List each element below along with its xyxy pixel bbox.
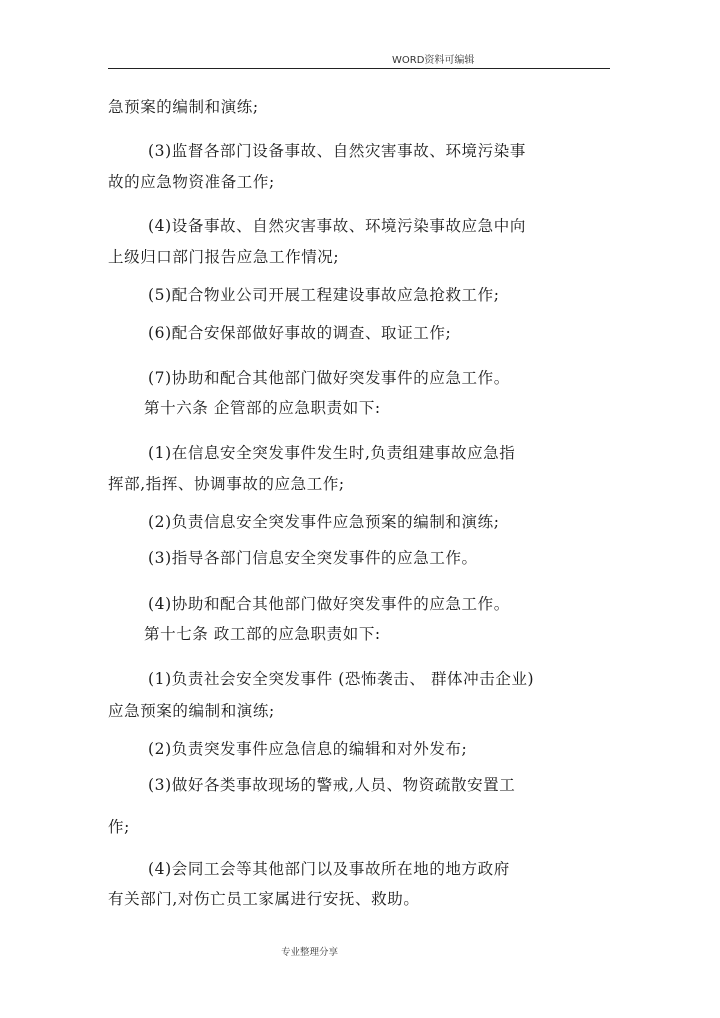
header-label: WORD资料可编辑	[392, 55, 475, 66]
body-line: (3)指导各部门信息安全突发事件的应急工作。	[148, 549, 478, 567]
body-line: (2)负责突发事件应急信息的编辑和对外发布;	[148, 740, 468, 758]
body-line: 故的应急物资准备工作;	[108, 173, 275, 191]
body-line: (6)配合安保部做好事故的调查、取证工作;	[148, 324, 452, 342]
body-line: (4)会同工会等其他部门以及事故所在地的地方政府	[148, 860, 510, 878]
body-line: (1)负责社会安全突发事件 (恐怖袭击、 群体冲击企业)	[148, 670, 535, 688]
body-line: (5)配合物业公司开展工程建设事故应急抢救工作;	[148, 286, 500, 304]
body-line: (4)协助和配合其他部门做好突发事件的应急工作。	[148, 595, 510, 613]
body-line: 上级归口部门报告应急工作情况;	[108, 248, 340, 266]
section-heading: 第十六条 企管部的应急职责如下:	[144, 399, 381, 417]
body-line: 应急预案的编制和演练;	[108, 702, 275, 720]
body-line: 急预案的编制和演练;	[108, 98, 259, 116]
body-line: (2)负责信息安全突发事件应急预案的编制和演练;	[148, 513, 500, 531]
body-line: (3)做好各类事故现场的警戒,人员、物资疏散安置工	[148, 776, 516, 794]
body-line: (3)监督各部门设备事故、自然灾害事故、环境污染事	[148, 142, 526, 160]
body-line: (7)协助和配合其他部门做好突发事件的应急工作。	[148, 369, 510, 387]
body-line: 作;	[108, 818, 130, 836]
body-line: 有关部门,对伤亡员工家属进行安抚、救助。	[108, 890, 420, 908]
section-heading: 第十七条 政工部的应急职责如下:	[144, 625, 381, 643]
header-divider	[108, 68, 610, 69]
body-line: 挥部,指挥、协调事故的应急工作;	[108, 475, 345, 493]
body-line: (4)设备事故、自然灾害事故、环境污染事故应急中向	[148, 217, 526, 235]
body-line: (1)在信息安全突发事件发生时,负责组建事故应急指	[148, 444, 516, 462]
page-footer: 专业整理分享	[281, 947, 339, 958]
